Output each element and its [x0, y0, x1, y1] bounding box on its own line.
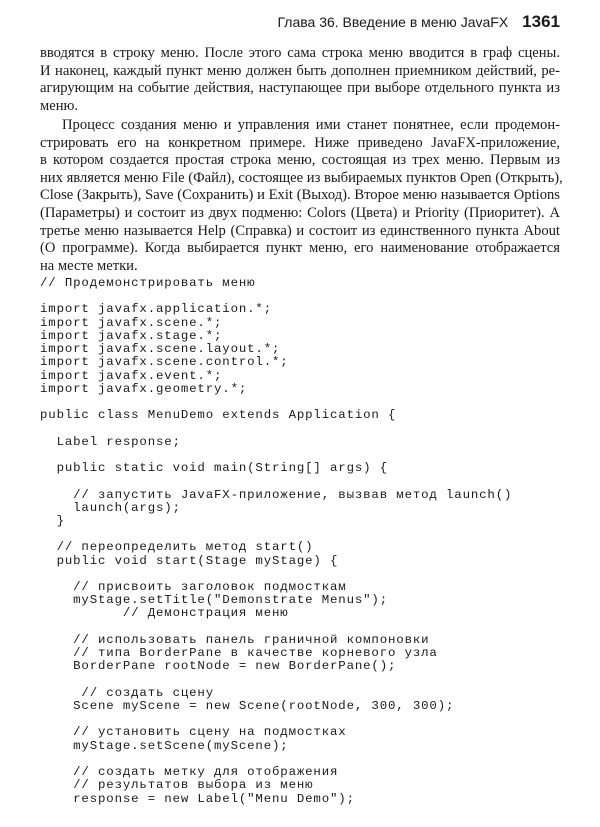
page-number: 1361: [522, 12, 560, 31]
code-line: // результатов выбора из меню: [40, 778, 314, 793]
text-line: И наконец, каждый пункт меню должен быть дополнен приемником действий, ре-: [40, 62, 560, 79]
code-line: // Демонстрация меню: [40, 606, 289, 621]
text-line: (О программе). Когда выбирается пункт меню, его наименование отображается: [40, 240, 560, 257]
code-line: Label response;: [40, 434, 181, 449]
chapter-title: Глава 36. Введение в меню JavaFX: [277, 14, 509, 30]
text-line: меню.: [40, 97, 79, 114]
code-line: public static void main(String[] args) {: [40, 461, 388, 476]
code-line: myStage.setScene(myScene);: [40, 738, 289, 753]
code-line: import javafx.event.*;: [40, 368, 223, 383]
code-line: }: [40, 513, 65, 528]
code-line: import javafx.scene.*;: [40, 315, 223, 330]
code-line: // переопределить метод start(): [40, 540, 314, 555]
code-line: launch(args);: [40, 500, 181, 515]
code-line: import javafx.stage.*;: [40, 328, 223, 343]
code-line: public class MenuDemo extends Application {: [40, 408, 397, 423]
code-line: BorderPane rootNode = new BorderPane();: [40, 659, 397, 674]
code-line: // установить сцену на подмостках: [40, 725, 347, 740]
text-line: на месте метки.: [40, 257, 138, 274]
code-line: import javafx.geometry.*;: [40, 381, 248, 396]
text-line: (Параметры) и состоит из двух подменю: Colors (Цвета) и Priority (Приоритет). А: [40, 204, 560, 221]
text-line: в котором создается простая строка меню, состоящая из трех меню. Первым из: [40, 152, 560, 169]
code-line: // типа BorderPane в качестве корневого узла: [40, 646, 438, 661]
code-line: [40, 475, 512, 488]
code-line: // создать сцену: [40, 685, 214, 700]
code-line: [40, 422, 512, 435]
code-line: // создать метку для отображения: [40, 765, 339, 780]
code-listing: [40, 277, 512, 806]
code-line: // присвоить заголовок подмосткам: [40, 580, 347, 595]
text-line: третье меню называется Help (Справка) и состоит из единственного пункта About: [40, 222, 560, 239]
code-line: myStage.setTitle("Demonstrate Menus");: [40, 593, 388, 608]
code-line: [40, 674, 512, 687]
code-line: import javafx.application.*;: [40, 302, 272, 317]
code-line: import javafx.scene.layout.*;: [40, 342, 281, 357]
code-line: // запустить JavaFX-приложение, вызвав метод launch(): [40, 487, 513, 502]
text-line: агирующим на событие действия, наступающее при выборе отдельного пункта из: [40, 80, 560, 97]
code-line: response = new Label("Menu Demo");: [40, 791, 355, 806]
code-line: // Продемонстрировать меню: [40, 276, 256, 290]
paragraph-1: [40, 45, 560, 115]
code-line: Scene myScene = new Scene(rootNode, 300, 300);: [40, 699, 455, 713]
text-line: вводятся в строку меню. После этого сама строка меню вводится в граф сцены.: [40, 45, 560, 61]
text-line: них является меню File (Файл), состоящее из выбираемых пунктов Open (Открыть),: [40, 169, 563, 186]
text-line: стрировать его на конкретном примере. Ниже приведено JavaFX-приложение,: [40, 134, 560, 151]
code-line: // использовать панель граничной компоновки: [40, 632, 430, 647]
code-line: import javafx.scene.control.*;: [40, 355, 289, 370]
text-line: Close (Закрыть), Save (Сохранить) и Exit (Выход). Второе меню называется Options: [40, 187, 560, 204]
text-line: Процесс создания меню и управления ими станет понятнее, если продемон-: [62, 117, 560, 133]
code-line: [40, 621, 512, 634]
paragraph-2: [40, 117, 563, 275]
code-line: public void start(Stage myStage) {: [40, 553, 339, 568]
running-header: [278, 12, 561, 32]
